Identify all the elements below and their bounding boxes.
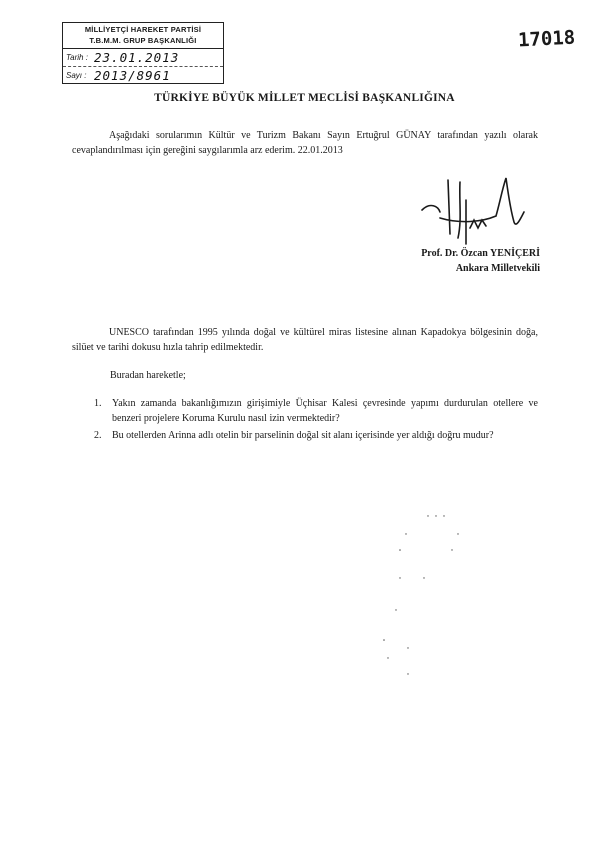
party-stamp bbox=[62, 22, 224, 84]
question-1-number: 1. bbox=[94, 398, 102, 409]
body-paragraph-1-text: UNESCO tarafından 1995 yılında doğal ve kültürel miras listesine alınan Kapadokya bölgesinin doğa, silüet ve tarihi dokusu hızla tahrip edilmektedir. bbox=[72, 327, 538, 353]
signer-name: Prof. Dr. Özcan YENİÇERİ bbox=[421, 248, 540, 259]
stamp-date-row bbox=[63, 49, 223, 67]
stamp-header bbox=[63, 23, 223, 49]
body-paragraph-2: Buradan hareketle; bbox=[110, 370, 186, 381]
question-1-text: Yakın zamanda bakanlığımızın girişimiyle Üçhisar Kalesi çevresinde yapımı durdurulan otellere ve benzeri projelere Koruma Kurulu nasıl izin vermektedir? bbox=[112, 398, 538, 424]
intro-text: Aşağıdaki sorularımın Kültür ve Turizm Bakanı Sayın Ertuğrul GÜNAY tarafından yazılı olarak cevaplandırılması için gereğini saygılarımla arz ederim. 22.01.2013 bbox=[72, 130, 538, 156]
document-number: 17018 bbox=[517, 26, 576, 52]
stamp-date-label: Tarih : bbox=[66, 53, 88, 62]
question-2-text: Bu otellerden Arinna adlı otelin bir parselinin doğal sit alanı içerisinde yer aldığı doğru mudur? bbox=[112, 430, 494, 441]
intro-paragraph bbox=[72, 128, 538, 158]
stamp-date-value: 23.01.2013 bbox=[94, 50, 180, 65]
question-2-number: 2. bbox=[94, 430, 102, 441]
scan-speckles bbox=[370, 510, 490, 680]
stamp-number-value: 2013/8961 bbox=[94, 68, 171, 83]
stamp-party-name: MİLLİYETÇİ HAREKET PARTİSİ bbox=[84, 25, 202, 34]
signer-block bbox=[380, 246, 540, 276]
signer-title: Ankara Milletvekili bbox=[455, 263, 540, 274]
stamp-number-label: Sayı : bbox=[66, 71, 87, 80]
stamp-office-name: T.B.M.M. GRUP BAŞKANLIĞI bbox=[89, 36, 197, 45]
stamp-number-row bbox=[63, 67, 223, 84]
signature-mark bbox=[410, 172, 530, 257]
body-paragraph-1 bbox=[72, 325, 538, 355]
document-title: TÜRKİYE BÜYÜK MİLLET MECLİSİ BAŞKANLIĞINA bbox=[154, 92, 455, 104]
